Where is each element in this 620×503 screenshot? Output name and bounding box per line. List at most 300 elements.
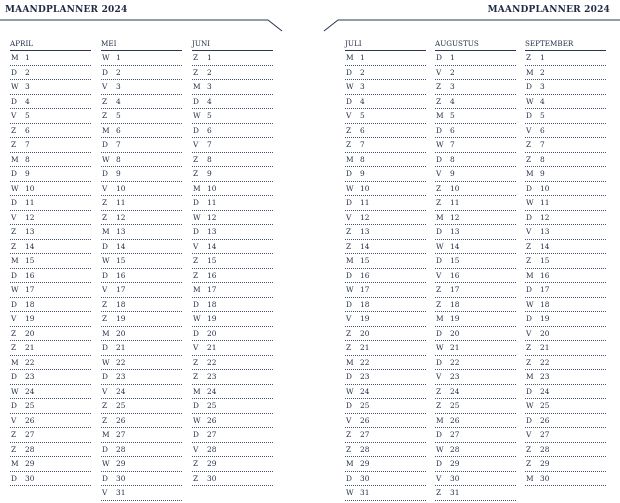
day-number: 2	[25, 67, 30, 77]
day-row	[10, 153, 91, 168]
day-row	[435, 80, 516, 95]
day-number: 23	[450, 372, 460, 381]
left-page	[0, 0, 300, 503]
day-row	[192, 254, 273, 269]
weekday-letter: Z	[193, 169, 199, 178]
day-number: 15	[450, 256, 460, 265]
day-row	[435, 240, 516, 255]
weekday-letter: W	[102, 256, 110, 265]
weekday-letter: Z	[346, 125, 352, 135]
weekday-letter: W	[436, 140, 444, 149]
weekday-letter: D	[436, 53, 442, 62]
day-row	[10, 457, 91, 472]
day-row	[101, 298, 182, 313]
day-row	[525, 138, 606, 153]
day-number: 24	[360, 386, 370, 396]
day-row	[101, 196, 182, 211]
day-number: 12	[360, 212, 370, 222]
day-row	[192, 182, 273, 197]
day-number: 16	[116, 270, 126, 280]
day-number: 8	[540, 154, 545, 164]
day-number: 26	[450, 415, 460, 425]
day-row	[192, 298, 273, 313]
day-number: 13	[116, 227, 126, 236]
weekday-letter: V	[526, 125, 532, 135]
day-row	[10, 138, 91, 153]
day-number: 30	[116, 473, 126, 483]
weekday-letter: Z	[11, 430, 17, 439]
day-row	[101, 428, 182, 443]
day-number: 25	[207, 401, 217, 410]
day-number: 25	[25, 401, 35, 410]
weekday-letter: W	[526, 401, 534, 410]
day-row	[525, 312, 606, 327]
day-row	[345, 312, 426, 327]
weekday-letter: D	[193, 227, 199, 236]
day-row	[345, 269, 426, 284]
day-row	[435, 109, 516, 124]
day-number: 26	[25, 415, 35, 425]
day-row	[192, 443, 273, 458]
weekday-letter: Z	[526, 256, 532, 265]
weekday-letter: D	[102, 372, 108, 381]
day-number: 19	[207, 314, 217, 323]
weekday-letter: D	[436, 154, 442, 164]
day-number: 29	[450, 459, 460, 468]
day-row	[192, 80, 273, 95]
weekday-letter: V	[526, 430, 532, 439]
day-number: 29	[540, 459, 550, 468]
day-number: 29	[116, 459, 126, 468]
weekday-letter: Z	[436, 285, 442, 294]
day-number: 8	[25, 154, 30, 164]
weekday-letter: V	[102, 82, 108, 91]
month-column-september	[525, 38, 606, 486]
weekday-letter: M	[102, 125, 110, 135]
day-number: 16	[207, 270, 217, 280]
weekday-letter: V	[526, 328, 532, 338]
weekday-letter: W	[193, 314, 201, 323]
weekday-letter: D	[526, 386, 532, 396]
weekday-letter: M	[436, 212, 444, 222]
day-row	[525, 327, 606, 342]
day-number: 26	[116, 415, 126, 425]
day-row	[101, 95, 182, 110]
weekday-letter: Z	[193, 459, 199, 468]
day-number: 19	[25, 314, 35, 323]
day-row	[435, 153, 516, 168]
day-number: 1	[116, 53, 121, 62]
weekday-letter: V	[436, 372, 442, 381]
day-row	[435, 196, 516, 211]
day-row	[435, 414, 516, 429]
day-row	[345, 95, 426, 110]
day-number: 27	[450, 430, 460, 439]
day-row	[101, 124, 182, 139]
day-row	[192, 414, 273, 429]
weekday-letter: V	[193, 444, 199, 454]
month-column-augustus	[435, 38, 516, 501]
day-number: 15	[360, 256, 370, 265]
day-number: 26	[360, 415, 370, 425]
day-number: 19	[116, 314, 126, 323]
day-row	[345, 66, 426, 81]
day-number: 24	[450, 386, 460, 396]
day-number: 14	[207, 241, 217, 251]
day-number: 31	[450, 488, 460, 497]
day-number: 15	[25, 256, 35, 265]
day-number: 19	[360, 314, 370, 323]
day-number: 31	[116, 488, 126, 497]
day-row	[435, 138, 516, 153]
weekday-letter: D	[193, 401, 199, 410]
weekday-letter: Z	[436, 386, 442, 396]
day-row	[101, 109, 182, 124]
day-row	[10, 341, 91, 356]
day-number: 30	[540, 473, 550, 483]
day-number: 14	[116, 241, 126, 251]
month-header: MEI	[101, 38, 182, 51]
day-row	[525, 457, 606, 472]
weekday-letter: Z	[102, 111, 108, 120]
weekday-letter: D	[193, 299, 199, 309]
day-row	[192, 196, 273, 211]
day-number: 20	[25, 328, 35, 338]
day-row	[101, 327, 182, 342]
day-number: 7	[207, 140, 212, 149]
weekday-letter: D	[526, 183, 532, 193]
day-row	[435, 167, 516, 182]
day-row	[101, 443, 182, 458]
day-number: 9	[540, 169, 545, 178]
day-number: 12	[207, 212, 217, 222]
day-number: 28	[540, 444, 550, 454]
weekday-letter: D	[11, 67, 17, 77]
weekday-letter: D	[346, 198, 352, 207]
weekday-letter: M	[436, 314, 444, 323]
day-number: 3	[207, 82, 212, 91]
weekday-letter: D	[193, 328, 199, 338]
day-number: 9	[360, 169, 365, 178]
weekday-letter: W	[346, 183, 354, 193]
day-row	[345, 240, 426, 255]
weekday-letter: D	[102, 169, 108, 178]
day-number: 16	[25, 270, 35, 280]
day-number: 4	[360, 96, 365, 106]
day-number: 9	[25, 169, 30, 178]
day-row	[345, 80, 426, 95]
day-number: 19	[450, 314, 460, 323]
day-number: 12	[540, 212, 550, 222]
day-number: 2	[540, 67, 545, 77]
weekday-letter: M	[526, 473, 534, 483]
weekday-letter: M	[11, 53, 19, 62]
day-row	[192, 399, 273, 414]
day-row	[101, 486, 182, 501]
day-row	[192, 341, 273, 356]
day-row	[101, 370, 182, 385]
weekday-letter: Z	[346, 241, 352, 251]
day-row	[345, 327, 426, 342]
weekday-letter: D	[526, 285, 532, 294]
day-row	[435, 211, 516, 226]
weekday-letter: Z	[346, 140, 352, 149]
day-row	[525, 443, 606, 458]
weekday-letter: M	[526, 67, 534, 77]
day-number: 23	[25, 372, 35, 381]
weekday-letter: Z	[526, 140, 532, 149]
day-number: 2	[360, 67, 365, 77]
weekday-letter: D	[102, 343, 108, 352]
weekday-letter: D	[11, 401, 17, 410]
month-header: SEPTEMBER	[525, 38, 606, 51]
day-number: 7	[360, 140, 365, 149]
day-number: 26	[207, 415, 217, 425]
day-row	[345, 399, 426, 414]
day-row	[101, 312, 182, 327]
weekday-letter: V	[436, 169, 442, 178]
weekday-letter: D	[436, 357, 442, 367]
month-column-juli	[345, 38, 426, 501]
weekday-letter: D	[436, 256, 442, 265]
day-row	[435, 443, 516, 458]
day-number: 28	[450, 444, 460, 454]
day-number: 1	[450, 53, 455, 62]
weekday-letter: D	[526, 314, 532, 323]
day-row	[101, 51, 182, 66]
weekday-letter: W	[436, 241, 444, 251]
day-row	[435, 486, 516, 501]
day-row	[345, 356, 426, 371]
day-number: 11	[25, 198, 35, 207]
weekday-letter: Z	[436, 401, 442, 410]
weekday-letter: V	[11, 212, 17, 222]
weekday-letter: M	[11, 256, 19, 265]
weekday-letter: Z	[346, 343, 352, 352]
day-number: 10	[540, 183, 550, 193]
day-row	[10, 225, 91, 240]
day-number: 6	[207, 125, 212, 135]
day-row	[345, 182, 426, 197]
day-number: 1	[360, 53, 365, 62]
day-row	[192, 269, 273, 284]
day-number: 3	[540, 82, 545, 91]
weekday-letter: W	[436, 343, 444, 352]
weekday-letter: Z	[102, 299, 108, 309]
day-number: 6	[116, 125, 121, 135]
page-title-left: MAANDPLANNER 2024	[5, 5, 128, 15]
day-row	[435, 66, 516, 81]
weekday-letter: V	[102, 183, 108, 193]
weekday-letter: D	[346, 270, 352, 280]
day-number: 15	[540, 256, 550, 265]
day-row	[10, 66, 91, 81]
day-row	[10, 370, 91, 385]
day-row	[10, 312, 91, 327]
day-row	[192, 167, 273, 182]
weekday-letter: Z	[526, 343, 532, 352]
day-number: 17	[25, 285, 35, 294]
day-number: 14	[360, 241, 370, 251]
day-number: 8	[116, 154, 121, 164]
day-number: 21	[360, 343, 370, 352]
day-number: 14	[25, 241, 35, 251]
day-number: 27	[360, 430, 370, 439]
day-row	[345, 385, 426, 400]
weekday-letter: D	[102, 140, 108, 149]
day-number: 24	[25, 386, 35, 396]
weekday-letter: Z	[436, 96, 442, 106]
day-number: 8	[360, 154, 365, 164]
day-row	[435, 327, 516, 342]
day-row	[525, 472, 606, 487]
day-number: 2	[116, 67, 121, 77]
day-row	[435, 312, 516, 327]
day-row	[525, 95, 606, 110]
weekday-letter: M	[346, 256, 354, 265]
weekday-letter: Z	[11, 328, 17, 338]
weekday-letter: Z	[526, 53, 532, 62]
day-number: 22	[116, 357, 126, 367]
weekday-letter: Z	[346, 328, 352, 338]
day-row	[525, 414, 606, 429]
day-row	[10, 414, 91, 429]
day-row	[101, 80, 182, 95]
day-number: 4	[450, 96, 455, 106]
day-row	[192, 225, 273, 240]
day-row	[525, 167, 606, 182]
day-row	[435, 298, 516, 313]
weekday-letter: D	[346, 299, 352, 309]
weekday-letter: W	[193, 111, 201, 120]
weekday-letter: D	[346, 473, 352, 483]
day-number: 13	[207, 227, 217, 236]
day-row	[101, 254, 182, 269]
weekday-letter: D	[346, 169, 352, 178]
day-number: 4	[207, 96, 212, 106]
weekday-letter: W	[436, 444, 444, 454]
day-number: 21	[116, 343, 126, 352]
day-row	[345, 167, 426, 182]
day-number: 4	[116, 96, 121, 106]
right-page	[320, 0, 620, 503]
weekday-letter: V	[346, 415, 352, 425]
day-row	[525, 182, 606, 197]
day-number: 17	[207, 285, 217, 294]
weekday-letter: W	[11, 285, 19, 294]
day-row	[435, 95, 516, 110]
day-row	[10, 283, 91, 298]
day-number: 7	[25, 140, 30, 149]
day-number: 9	[116, 169, 121, 178]
day-number: 2	[207, 67, 212, 77]
weekday-letter: W	[346, 488, 354, 497]
weekday-letter: M	[193, 82, 201, 91]
day-row	[192, 51, 273, 66]
day-row	[10, 298, 91, 313]
day-row	[345, 341, 426, 356]
weekday-letter: Z	[193, 357, 199, 367]
day-row	[192, 428, 273, 443]
day-row	[525, 298, 606, 313]
weekday-letter: V	[346, 111, 352, 120]
day-number: 11	[540, 198, 550, 207]
day-row	[192, 327, 273, 342]
weekday-letter: D	[436, 430, 442, 439]
day-row	[192, 95, 273, 110]
day-row	[192, 211, 273, 226]
weekday-letter: M	[193, 183, 201, 193]
weekday-letter: Z	[436, 488, 442, 497]
day-row	[345, 283, 426, 298]
day-number: 24	[116, 386, 126, 396]
weekday-letter: V	[102, 386, 108, 396]
day-row	[10, 428, 91, 443]
day-row	[345, 138, 426, 153]
weekday-letter: Z	[102, 96, 108, 106]
day-number: 6	[25, 125, 30, 135]
day-number: 3	[360, 82, 365, 91]
weekday-letter: Z	[11, 241, 17, 251]
weekday-letter: V	[346, 314, 352, 323]
day-row	[345, 109, 426, 124]
day-row	[435, 385, 516, 400]
day-row	[345, 370, 426, 385]
weekday-letter: Z	[526, 241, 532, 251]
day-number: 5	[450, 111, 455, 120]
day-row	[192, 457, 273, 472]
weekday-letter: Z	[193, 67, 199, 77]
weekday-letter: W	[526, 96, 534, 106]
weekday-letter: W	[11, 386, 19, 396]
weekday-letter: D	[102, 473, 108, 483]
day-row	[10, 95, 91, 110]
day-number: 1	[540, 53, 545, 62]
day-row	[525, 399, 606, 414]
day-row	[345, 486, 426, 501]
weekday-letter: D	[193, 198, 199, 207]
day-row	[101, 66, 182, 81]
weekday-letter: Z	[436, 299, 442, 309]
weekday-letter: D	[436, 328, 442, 338]
day-number: 17	[540, 285, 550, 294]
weekday-letter: V	[102, 488, 108, 497]
day-row	[435, 182, 516, 197]
day-number: 11	[116, 198, 126, 207]
day-number: 23	[207, 372, 217, 381]
day-row	[345, 254, 426, 269]
day-row	[345, 211, 426, 226]
weekday-letter: V	[346, 212, 352, 222]
month-column-april	[10, 38, 91, 486]
day-number: 12	[25, 212, 35, 222]
day-row	[101, 182, 182, 197]
weekday-letter: Z	[526, 459, 532, 468]
day-number: 7	[540, 140, 545, 149]
day-number: 13	[540, 227, 550, 236]
day-row	[10, 399, 91, 414]
day-row	[525, 153, 606, 168]
day-row	[192, 109, 273, 124]
weekday-letter: Z	[11, 140, 17, 149]
weekday-letter: M	[436, 415, 444, 425]
month-column-mei	[101, 38, 182, 501]
page-title-right: MAANDPLANNER 2024	[487, 5, 610, 15]
weekday-letter: D	[102, 270, 108, 280]
day-row	[435, 225, 516, 240]
weekday-letter: D	[346, 67, 352, 77]
day-number: 17	[450, 285, 460, 294]
